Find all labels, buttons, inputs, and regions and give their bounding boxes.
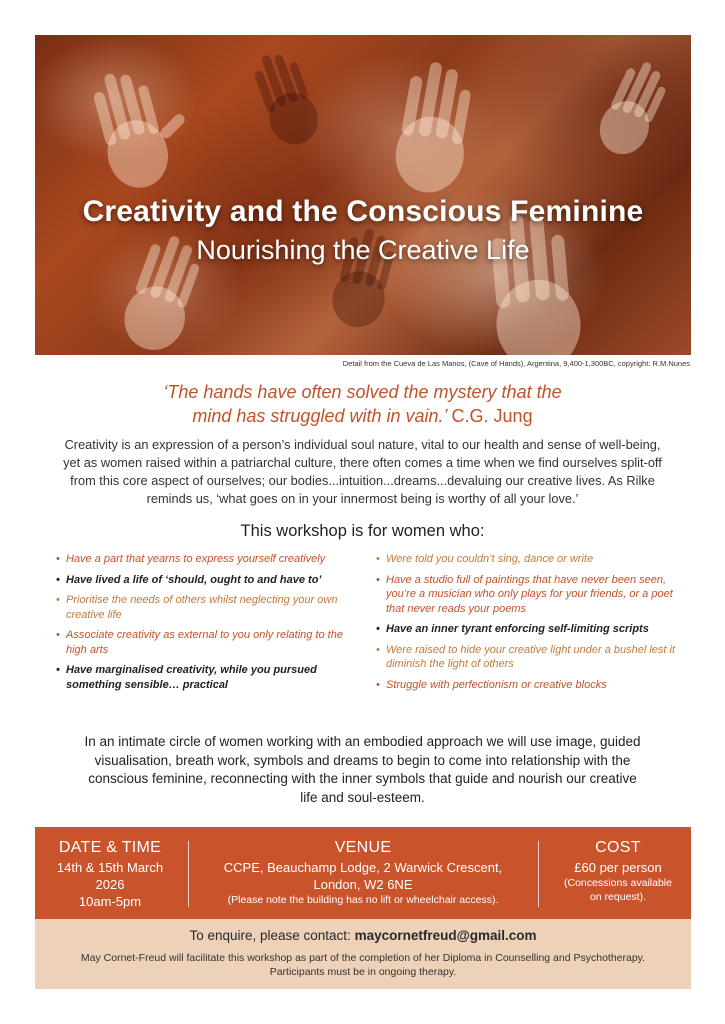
page-subtitle: Nourishing the Creative Life xyxy=(196,235,530,265)
list-item: • Have marginalised creativity, while you pursued something sensible… practical xyxy=(56,663,356,692)
date-time-section xyxy=(35,839,185,910)
quote-line-1: ‘The hands have often solved the mystery that the xyxy=(163,382,562,402)
cost-heading: COST xyxy=(595,839,641,856)
list-item: • Have an inner tyrant enforcing self-limiting scripts xyxy=(376,622,676,637)
contact-email-link[interactable]: maycornetfreud@gmail.com xyxy=(354,928,537,943)
quote-line-2 xyxy=(60,404,665,428)
date-line: 14th & 15th March xyxy=(56,860,164,875)
list-item: • Were told you couldn’t sing, dance or write xyxy=(376,552,676,567)
contact-section xyxy=(35,919,691,989)
divider xyxy=(188,841,189,907)
venue-address-line-2: London, W2 6NE xyxy=(313,877,413,892)
intro-paragraph: Creativity is an expression of a person’s individual soul nature, vital to our health and sense of well-being, yet as women raised within a patriarchal culture, there often comes a time when we find ourselves split-off from this core aspect of ourselves; our bodies...intuition...dreams...devaluing our creative lives. As Rilke reminds us, ‘what goes on in your innermost being is worthy of all your love.’ xyxy=(63,437,662,506)
cost-note-1: (Concessions available xyxy=(564,877,672,889)
audience-heading: This workshop is for women who: xyxy=(240,522,485,540)
date-heading: DATE & TIME xyxy=(58,839,162,856)
list-item: • Have a part that yearns to express yourself creatively xyxy=(56,552,356,567)
quote-author: C.G. Jung xyxy=(451,406,533,426)
hero-image xyxy=(35,35,691,355)
cost-note-2: on request). xyxy=(589,891,647,903)
contact-prefix: To enquire, please contact: xyxy=(189,928,351,943)
facilitator-note: May Cornet-Freud will facilitate this workshop as part of the completion of her Diploma in Counselling and Psychotherapy. Participants must be in ongoing therapy. xyxy=(80,952,646,978)
venue-address-line-1: CCPE, Beauchamp Lodge, 2 Warwick Crescent, xyxy=(223,860,503,875)
image-caption: Detail from the Cueva de Las Manos, (Cave of Hands), Argentina, 9,400-1,300BC, copyright: R.M.Nunes xyxy=(342,359,690,368)
audience-list-right xyxy=(376,552,676,698)
venue-access-note: (Please note the building has no lift or wheelchair access). xyxy=(227,894,499,906)
jung-quote xyxy=(60,380,665,428)
quote-line-2-text: mind has struggled with in vain.’ xyxy=(192,406,447,426)
venue-section xyxy=(193,839,533,907)
time-line: 10am-5pm xyxy=(78,894,142,909)
closing-paragraph: In an intimate circle of women working with an embodied approach we will use image, guided visualisation, breath work, symbols and dreams to begin to come into relationship with the conscious feminine, reconnecting with the inner symbols that guide and nourish our creative life and soul-esteem. xyxy=(84,734,641,805)
page-title: Creativity and the Conscious Feminine xyxy=(82,195,644,228)
venue-heading: VENUE xyxy=(334,839,392,856)
list-item: • Associate creativity as external to you only relating to the high arts xyxy=(56,628,356,657)
cost-section xyxy=(545,839,691,904)
list-item: • Prioritise the needs of others whilst neglecting your own creative life xyxy=(56,593,356,622)
contact-line xyxy=(35,928,691,943)
divider xyxy=(538,841,539,907)
list-item: • Have lived a life of ‘should, ought to and have to’ xyxy=(56,573,356,588)
event-info-bar xyxy=(35,827,691,919)
list-item: • Were raised to hide your creative light under a bushel lest it diminish the light of others xyxy=(376,643,676,672)
list-item: • Have a studio full of paintings that have never been seen, you’re a musician who only plays for your friends, or a poet that never reads your poems xyxy=(376,573,676,617)
list-item: • Struggle with perfectionism or creative blocks xyxy=(376,678,676,693)
cost-price: £60 per person xyxy=(574,860,662,875)
audience-list-left xyxy=(56,552,356,698)
year-line: 2026 xyxy=(95,877,125,892)
